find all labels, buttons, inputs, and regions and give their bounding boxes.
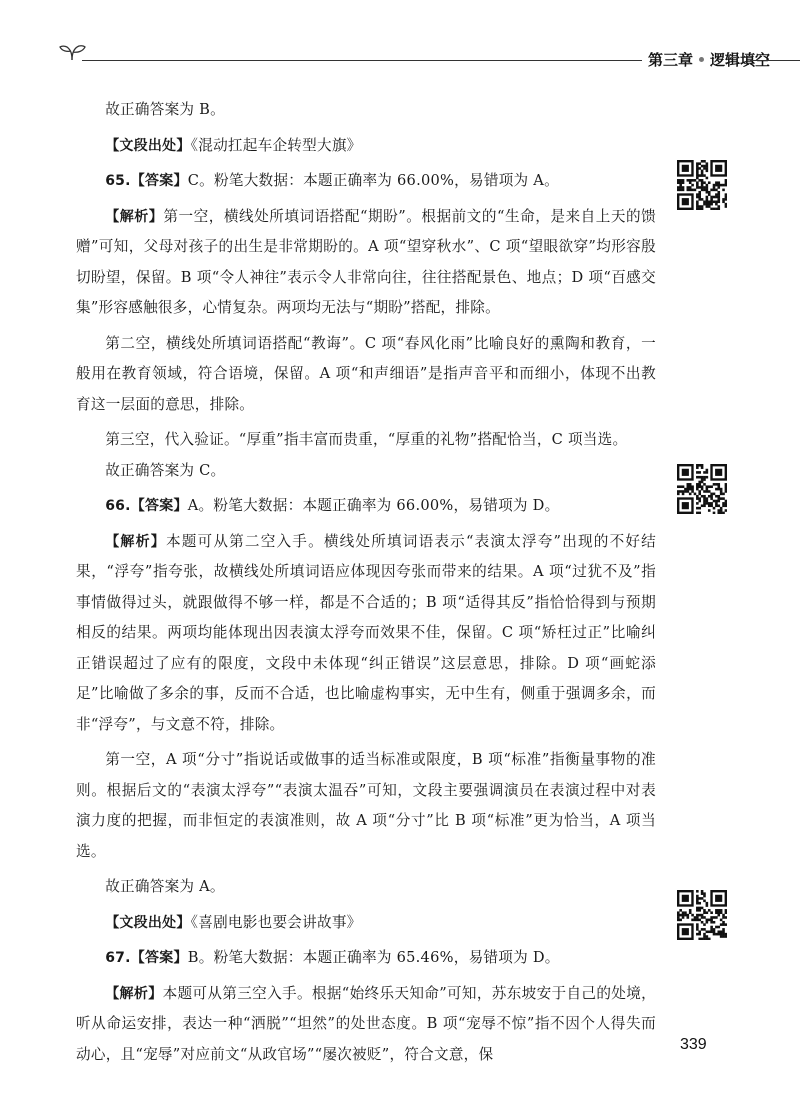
analysis-label: 【解析】	[105, 208, 164, 225]
qr-code-icon[interactable]	[677, 160, 727, 210]
answer-label: 66.【答案】	[105, 498, 188, 514]
paragraph: 第二空，横线处所填词语搭配“教诲”。C 项“春风化雨”比喻良好的熏陶和教育，一般用在教育领域，符合语境，保留。A 项“和声细语”是指声音平和而细小，体现不出教育这一层面的意思，排除。	[76, 334, 656, 413]
chapter-number: 第三章	[648, 51, 694, 69]
analysis-label: 【解析】	[105, 985, 163, 1002]
qr-code-icon[interactable]	[677, 464, 727, 514]
page-header	[58, 38, 800, 78]
paragraph: 故正确答案为 A。	[105, 878, 225, 895]
analysis-label: 【解析】	[105, 533, 166, 550]
section-title: 逻辑填空	[710, 51, 771, 69]
answer-label: 65.【答案】	[105, 173, 188, 189]
paragraph: 【文段出处】《混动扛起车企转型大旗》	[105, 136, 362, 154]
paragraph: 66.【答案】A。粉笔大数据：本题正确率为 66.00%，易错项为 D。	[105, 497, 560, 514]
qr-code-icon[interactable]	[677, 890, 727, 940]
body-text	[76, 95, 656, 1070]
answer-label: 67.【答案】	[105, 950, 188, 966]
paragraph: 故正确答案为 B。	[105, 101, 225, 118]
header-rule-left	[82, 60, 642, 61]
separator-dot	[699, 57, 704, 62]
paragraph: 【解析】本题可从第三空入手。根据“始终乐天知命”可知，苏东坡安于自己的处境，听从命运安排，表达一种“洒脱”“坦然”的处世态度。B 项“宠辱不惊”指不因个人得失而动心，且“宠辱”对应前文“从政官场”“屡次被贬”，符合文意，保	[76, 984, 656, 1063]
paragraph: 【文段出处】《喜剧电影也要会讲故事》	[105, 913, 362, 931]
paragraph: 【解析】第一空，横线处所填词语搭配“期盼”。根据前文的“生命，是来自上天的馈赠”可知，父母对孩子的出生是非常期盼的。A 项“望穿秋水”、C 项“望眼欲穿”均形容殷切盼望，保留。B 项“令人神往”表示令人非常向往，往往搭配景色、地点；D 项“百感交集”形容感触很多，心情复杂。两项均无法与“期盼”搭配，排除。	[76, 207, 656, 316]
paragraph: 第三空，代入验证。“厚重”指丰富而贵重，“厚重的礼物”搭配恰当，C 项当选。	[105, 431, 628, 448]
section-label: 【文段出处】	[105, 914, 191, 931]
paragraph: 第一空，A 项“分寸”指说话或做事的适当标准或限度，B 项“标准”指衡量事物的准则。根据后文的“表演太浮夸”“表演太温吞”可知，文段主要强调演员在表演过程中对表演力度的把握，而非恒定的表演准则，故 A 项“分寸”比 B 项“标准”更为恰当，A 项当选。	[76, 751, 656, 860]
sprout-icon	[58, 38, 86, 66]
paragraph: 65.【答案】C。粉笔大数据：本题正确率为 66.00%，易错项为 A。	[105, 172, 559, 189]
paragraph: 67.【答案】B。粉笔大数据：本题正确率为 65.46%，易错项为 D。	[105, 949, 560, 966]
page-number: 339	[680, 1036, 707, 1053]
paragraph: 【解析】本题可从第二空入手。横线处所填词语表示“表演太浮夸”出现的不好结果，“浮夸”指夸张，故横线处所填词语应体现因夸张而带来的结果。A 项“过犹不及”指事情做得过头，就跟做得不够一样，都是不合适的；B 项“适得其反”指恰恰得到与预期相反的结果。两项均能体现出因表演太浮夸而效果不佳，保留。C 项“矫枉过正”比喻纠正错误超过了应有的限度，文段中未体现“纠正错误”这层意思，排除。D 项“画蛇添足”比喻做了多余的事，反而不合适，也比喻虚构事实，无中生有，侧重于强调多余，而非“浮夸”，与文意不符，排除。	[76, 532, 656, 733]
paragraph: 故正确答案为 C。	[105, 461, 226, 479]
section-label: 【文段出处】	[105, 137, 191, 154]
header-rule-right	[750, 60, 800, 61]
